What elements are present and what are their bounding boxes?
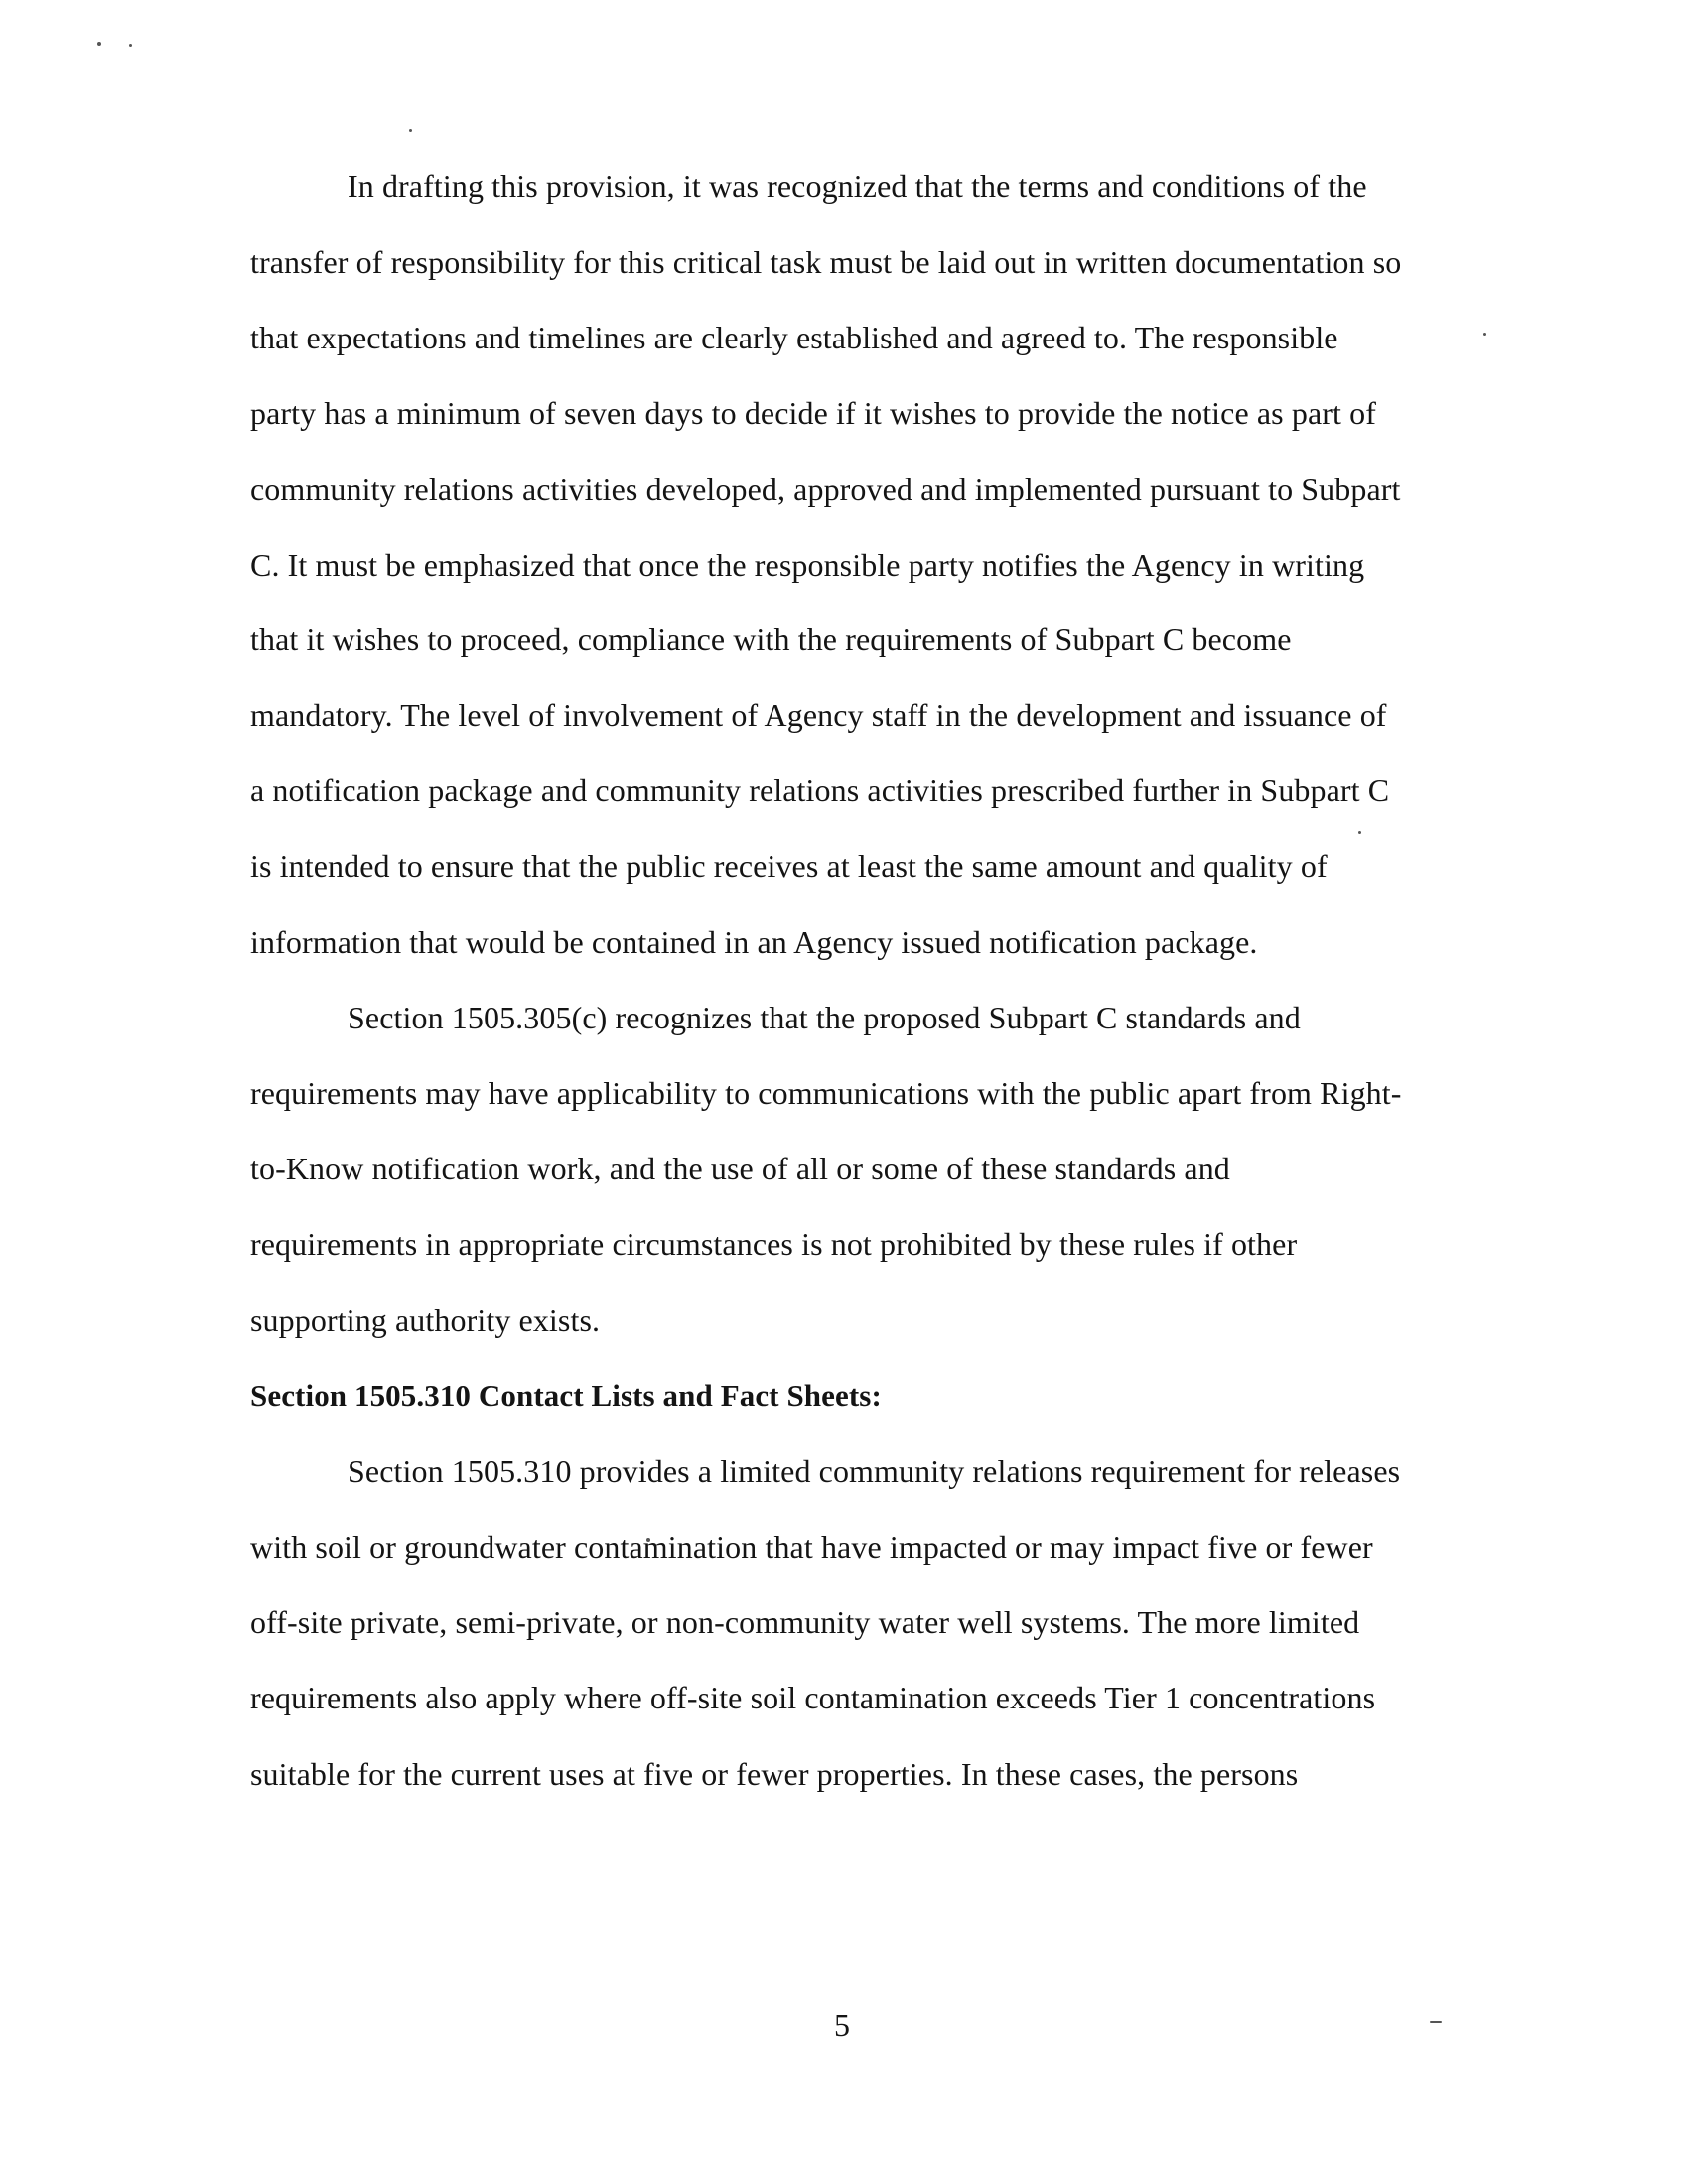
text-line: C. It must be emphasized that once the responsible party notifies the Agency in writing bbox=[250, 547, 1365, 583]
text-line: supporting authority exists. bbox=[250, 1302, 601, 1338]
text-line: party has a minimum of seven days to decide if it wishes to provide the notice as part of bbox=[250, 395, 1376, 431]
text-line: a notification package and community relations activities prescribed further in Subpart C bbox=[250, 772, 1390, 808]
text-line: with soil or groundwater contamination that have impacted or may impact five or fewer bbox=[250, 1529, 1373, 1565]
text-line: suitable for the current uses at five or fewer properties. In these cases, the persons bbox=[250, 1756, 1299, 1792]
text-line: mandatory. The level of involvement of Agency staff in the development and issuance of bbox=[250, 697, 1387, 733]
text-line: that expectations and timelines are clearly established and agreed to. The responsible bbox=[250, 320, 1338, 355]
section-heading: Section 1505.310 Contact Lists and Fact Sheets: bbox=[250, 1378, 882, 1413]
text-line: off-site private, semi-private, or non-community water well systems. The more limited bbox=[250, 1604, 1360, 1640]
text-line: to-Know notification work, and the use of all or some of these standards and bbox=[250, 1151, 1230, 1186]
scan-speck bbox=[1358, 831, 1361, 834]
text-line: Section 1505.310 provides a limited community relations requirement for releases bbox=[348, 1453, 1401, 1489]
text-line: requirements may have applicability to communications with the public apart from Right- bbox=[250, 1075, 1402, 1111]
text-line: Section 1505.305(c) recognizes that the proposed Subpart C standards and bbox=[348, 1000, 1301, 1035]
text-line: that it wishes to proceed, compliance with the requirements of Subpart C become bbox=[250, 621, 1292, 657]
scan-speck bbox=[409, 129, 412, 132]
text-line: requirements in appropriate circumstances is not prohibited by these rules if other bbox=[250, 1226, 1298, 1262]
text-line: In drafting this provision, it was recognized that the terms and conditions of the bbox=[348, 168, 1367, 204]
text-line: is intended to ensure that the public receives at least the same amount and quality of bbox=[250, 848, 1328, 884]
text-line: information that would be contained in an Agency issued notification package. bbox=[250, 924, 1258, 960]
scan-speck bbox=[97, 42, 101, 46]
text-line: community relations activities developed, approved and implemented pursuant to Subpart bbox=[250, 472, 1401, 507]
scan-speck bbox=[1483, 333, 1486, 336]
scan-speck bbox=[129, 44, 132, 47]
text-line: requirements also apply where off-site soil contamination exceeds Tier 1 concentrations bbox=[250, 1680, 1376, 1715]
page-number: 5 bbox=[834, 2007, 850, 2043]
text-line: transfer of responsibility for this critical task must be laid out in written documentation so bbox=[250, 244, 1402, 280]
